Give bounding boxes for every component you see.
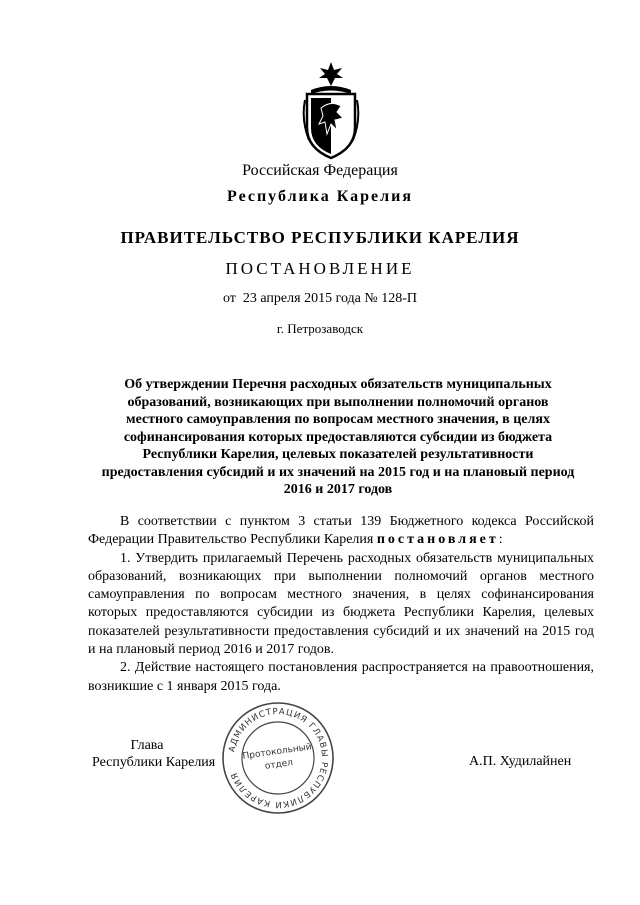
intro-colon: : [498,532,503,548]
document-title: Об утверждении Перечня расходных обязательств муниципальных образований, возникающих при выполнении полномочий органов местного самоуправления по вопросам местного значения, в целях софинансирования которых предоставляются субсидии из бюджета Республики Карелия, целевых показателей результативности предоставления субсидий и их значений на 2015 год и на плановый период 2016 и 2017 годов [101,377,575,497]
intro-paragraph [88,513,594,550]
signatory-name: А.П. Худилайнен [469,754,572,769]
position-line-1: Глава [130,738,164,753]
republic-name: Республика Карелия [227,188,413,205]
date-and-number: от 23 апреля 2015 года № 128-П [222,291,418,306]
item-1: 1. Утвердить прилагаемый Перечень расходных обязательств муниципальных образований, возникающих при выполнении полномочий органов местного самоуправления по вопросам местного значения, в целях софинансирования которых предоставляются субсидии из бюджета Республики Карелия, целевых показателей результативности предоставления субсидий и их значений на 2015 год и на плановый период 2016 и 2017 годов. [88,550,594,658]
resolves-word: постановляет [376,532,499,548]
stamp-inner-line-1: Протокольный [242,742,313,762]
city: г. Петрозаводск [276,321,364,336]
stamp-ring-text: АДМИНИСТРАЦИЯ ГЛАВЫ РЕСПУБЛИКИ КАРЕЛИЯ [227,706,330,810]
document-type: ПОСТАНОВЛЕНИЕ [225,259,415,278]
official-stamp-icon [220,700,336,816]
country-name: Российская Федерация [242,162,398,179]
position-line-2: Республики Карелия [92,755,216,770]
stamp-inner-line-2: отдел [264,758,294,772]
government-name: ПРАВИТЕЛЬСТВО РЕСПУБЛИКИ КАРЕЛИЯ [120,228,520,247]
item-2: 2. Действие настоящего постановления распространяется на правоотношения, возникшие с 1 января 2015 года. [88,660,594,694]
intro-text: В соответствии с пунктом 3 статьи 139 Бюджетного кодекса Российской Федерации Правительство Республики Карелия [88,514,594,548]
document-body [88,513,594,696]
signatory-position [92,737,216,771]
coat-of-arms-icon [301,60,361,160]
